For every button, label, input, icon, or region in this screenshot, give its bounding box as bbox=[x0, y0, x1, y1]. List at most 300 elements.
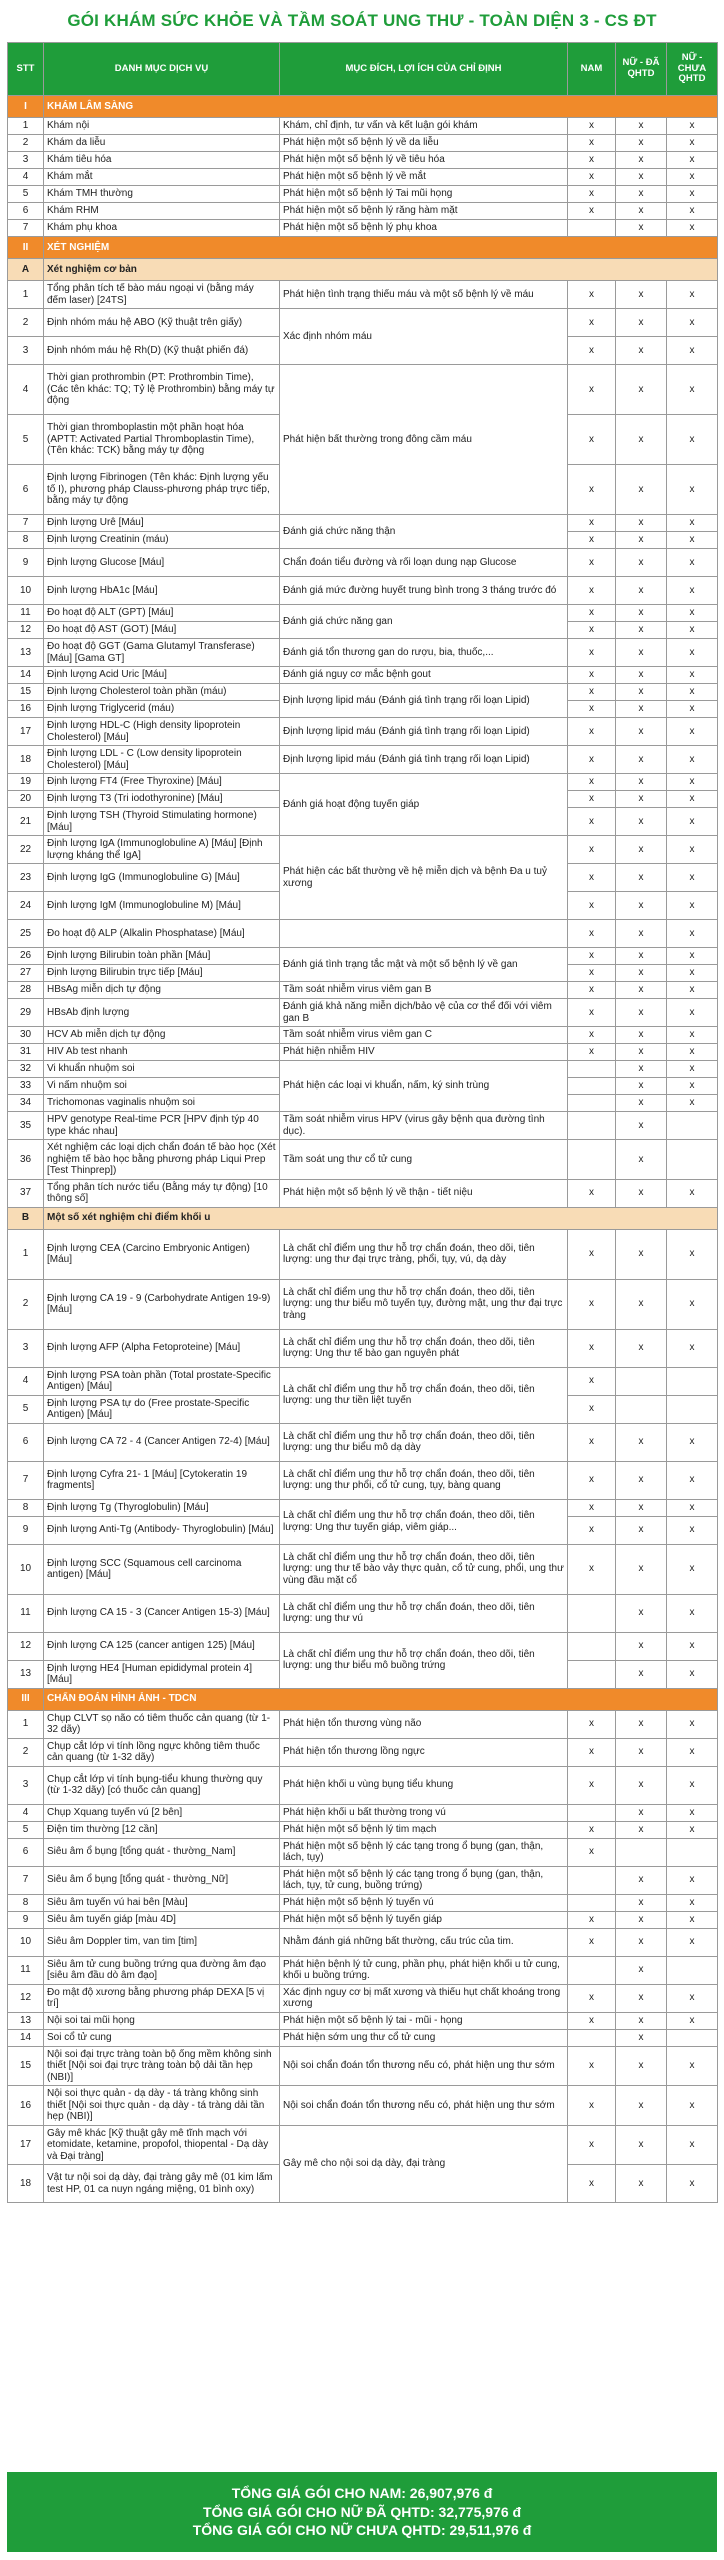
table-row bbox=[8, 605, 718, 622]
table-row bbox=[8, 836, 718, 864]
service-name: Định lượng Creatinin (máu) bbox=[44, 532, 280, 549]
mark-female-married bbox=[616, 1838, 667, 1866]
mark-female-married: x bbox=[616, 2125, 667, 2165]
mark-female-single: x bbox=[667, 1423, 718, 1461]
mark-female-single: x bbox=[667, 1544, 718, 1594]
mark-female-single: x bbox=[667, 1461, 718, 1499]
mark-female-single: x bbox=[667, 1894, 718, 1911]
mark-male: x bbox=[568, 1984, 616, 2012]
mark-female-married: x bbox=[616, 1894, 667, 1911]
service-purpose: Phát hiện một số bệnh lý về da liễu bbox=[280, 135, 568, 152]
table-row bbox=[8, 281, 718, 309]
mark-female-married: x bbox=[616, 667, 667, 684]
mark-male bbox=[568, 1894, 616, 1911]
total-female-married: TỔNG GIÁ GÓI CHO NỮ ĐÃ QHTD: 32,775,976 đ bbox=[202, 2503, 522, 2520]
table-row bbox=[8, 639, 718, 667]
service-purpose: Phát hiện một số bệnh lý các tạng trong ổ bụng (gan, thận, lách, tụy, tử cung, buồng trứng) bbox=[280, 1866, 568, 1894]
row-number: 9 bbox=[8, 549, 44, 577]
mark-female-single: x bbox=[667, 746, 718, 774]
service-name: Chụp cắt lớp vi tính lồng ngực không tiêm thuốc cản quang (từ 1-32 dãy) bbox=[44, 1738, 280, 1766]
mark-male: x bbox=[568, 1928, 616, 1956]
mark-female-married: x bbox=[616, 1329, 667, 1367]
mark-female-single: x bbox=[667, 1279, 718, 1329]
service-purpose: Phát hiện một số bệnh lý Tai mũi họng bbox=[280, 186, 568, 203]
service-name: Khám phụ khoa bbox=[44, 220, 280, 237]
table-row bbox=[8, 1423, 718, 1461]
service-name: Thời gian prothrombin (PT: Prothrombin Time), (Các tên khác: TQ; Tỷ lệ Prothrombin) bằng máy tự động bbox=[44, 365, 280, 415]
mark-female-single: x bbox=[667, 836, 718, 864]
service-purpose: Phát hiện một số bệnh lý tuyến giáp bbox=[280, 1911, 568, 1928]
service-name: Thời gian thromboplastin một phần hoạt hóa (APTT: Activated Partial Thromboplastin Time), (Tên khác: TCK) bằng máy tự động bbox=[44, 415, 280, 465]
service-name: Khám tiêu hóa bbox=[44, 152, 280, 169]
row-number: 12 bbox=[8, 1632, 44, 1660]
mark-female-married: x bbox=[616, 999, 667, 1027]
service-name: Định lượng Cholesterol toàn phần (máu) bbox=[44, 684, 280, 701]
mark-male: x bbox=[568, 577, 616, 605]
mark-female-single: x bbox=[667, 1594, 718, 1632]
service-name: Định lượng CEA (Carcino Embryonic Antigen) [Máu] bbox=[44, 1229, 280, 1279]
service-name: Định lượng Anti-Tg (Antibody- Thyroglobulin) [Máu] bbox=[44, 1516, 280, 1544]
table-row bbox=[8, 1461, 718, 1499]
mark-female-single: x bbox=[667, 920, 718, 948]
mark-female-single: x bbox=[667, 667, 718, 684]
service-name: Định lượng T3 (Tri iodothyronine) [Máu] bbox=[44, 791, 280, 808]
service-name: Siêu âm tuyến giáp [màu 4D] bbox=[44, 1911, 280, 1928]
mark-female-single: x bbox=[667, 549, 718, 577]
table-row bbox=[8, 152, 718, 169]
service-purpose: Phát hiện tổn thương vùng não bbox=[280, 1710, 568, 1738]
mark-male: x bbox=[568, 1710, 616, 1738]
row-number: 7 bbox=[8, 220, 44, 237]
mark-male: x bbox=[568, 746, 616, 774]
service-name: Nội soi tai mũi họng bbox=[44, 2012, 280, 2029]
mark-female-married: x bbox=[616, 203, 667, 220]
mark-female-single: x bbox=[667, 1179, 718, 1207]
mark-female-single: x bbox=[667, 965, 718, 982]
service-purpose: Xác định nhóm máu bbox=[280, 309, 568, 365]
table-row bbox=[8, 1766, 718, 1804]
mark-female-married: x bbox=[616, 1660, 667, 1688]
section-label: Một số xét nghiệm chỉ điểm khối u bbox=[44, 1207, 718, 1229]
mark-female-single bbox=[667, 1395, 718, 1423]
mark-male: x bbox=[568, 892, 616, 920]
mark-female-married: x bbox=[616, 1140, 667, 1180]
service-name: Định nhóm máu hệ ABO (Kỹ thuật trên giấy) bbox=[44, 309, 280, 337]
service-purpose: Đánh giá khả năng miễn dịch/bảo vệ của cơ thể đối với viêm gan B bbox=[280, 999, 568, 1027]
mark-female-single: x bbox=[667, 532, 718, 549]
service-name: Định lượng CA 15 - 3 (Cancer Antigen 15-3) [Máu] bbox=[44, 1594, 280, 1632]
mark-female-single: x bbox=[667, 1516, 718, 1544]
row-number: 5 bbox=[8, 1395, 44, 1423]
mark-female-married: x bbox=[616, 892, 667, 920]
service-purpose: Phát hiện một số bệnh lý về mắt bbox=[280, 169, 568, 186]
service-purpose: Chẩn đoán tiểu đường và rối loạn dung nạp Glucose bbox=[280, 549, 568, 577]
row-number: 28 bbox=[8, 982, 44, 999]
service-name: Vật tư nội soi dạ dày, đại tràng gây mê (01 kim lấm test HP, 01 ca nuyn ngáng miệng, 01 bình oxy) bbox=[44, 2165, 280, 2203]
subsection-header-row bbox=[8, 1207, 718, 1229]
service-name: HPV genotype Real-time PCR [HPV định týp 40 type khác nhau] bbox=[44, 1112, 280, 1140]
mark-male: x bbox=[568, 281, 616, 309]
table-row bbox=[8, 999, 718, 1027]
service-name: Đo mật độ xương bằng phương pháp DEXA [5 vị trí] bbox=[44, 1984, 280, 2012]
service-purpose: Phát hiện một số bệnh lý phụ khoa bbox=[280, 220, 568, 237]
row-number: 16 bbox=[8, 701, 44, 718]
row-number: 21 bbox=[8, 808, 44, 836]
mark-female-single: x bbox=[667, 577, 718, 605]
mark-female-single: x bbox=[667, 1027, 718, 1044]
mark-female-single bbox=[667, 2029, 718, 2046]
table-row bbox=[8, 309, 718, 337]
table-row bbox=[8, 2125, 718, 2165]
mark-female-married: x bbox=[616, 1594, 667, 1632]
table-row bbox=[8, 186, 718, 203]
section-header-row bbox=[8, 96, 718, 118]
table-row bbox=[8, 1866, 718, 1894]
service-name: Định lượng Acid Uric [Máu] bbox=[44, 667, 280, 684]
service-purpose: Tầm soát nhiễm virus HPV (virus gây bệnh qua đường tình dục). bbox=[280, 1112, 568, 1140]
mark-female-married bbox=[616, 1395, 667, 1423]
mark-female-single: x bbox=[667, 1710, 718, 1738]
service-name: Định lượng HbA1c [Máu] bbox=[44, 577, 280, 605]
row-number: 33 bbox=[8, 1078, 44, 1095]
service-purpose: Là chất chỉ điểm ung thư hỗ trợ chẩn đoán, theo dõi, tiên lượng: ung thư phổi, cổ tử cung, tụy, bàng quang bbox=[280, 1461, 568, 1499]
mark-female-single: x bbox=[667, 948, 718, 965]
row-number: 5 bbox=[8, 186, 44, 203]
service-name: Khám da liễu bbox=[44, 135, 280, 152]
row-number: 4 bbox=[8, 365, 44, 415]
service-name: Chụp Xquang tuyến vú [2 bên] bbox=[44, 1804, 280, 1821]
row-number: 6 bbox=[8, 1838, 44, 1866]
mark-female-single: x bbox=[667, 220, 718, 237]
section-number: I bbox=[8, 96, 44, 118]
row-number: 25 bbox=[8, 920, 44, 948]
mark-male: x bbox=[568, 948, 616, 965]
mark-female-married: x bbox=[616, 718, 667, 746]
table-row bbox=[8, 1894, 718, 1911]
mark-male: x bbox=[568, 1027, 616, 1044]
row-number: 15 bbox=[8, 2046, 44, 2086]
row-number: 10 bbox=[8, 1928, 44, 1956]
service-purpose: Phát hiện một số bệnh lý tai - mũi - họng bbox=[280, 2012, 568, 2029]
mark-female-married: x bbox=[616, 365, 667, 415]
service-name: HCV Ab miễn dịch tự động bbox=[44, 1027, 280, 1044]
table-row bbox=[8, 1632, 718, 1660]
section-number: B bbox=[8, 1207, 44, 1229]
service-purpose: Phát hiện một số bệnh lý về thận - tiết niệu bbox=[280, 1179, 568, 1207]
mark-male: x bbox=[568, 2012, 616, 2029]
table-row bbox=[8, 1544, 718, 1594]
service-name: Siêu âm Doppler tim, van tim [tim] bbox=[44, 1928, 280, 1956]
service-purpose: Là chất chỉ điểm ung thư hỗ trợ chẩn đoán, theo dõi, tiên lượng: ung thư tiền liệt tuyến bbox=[280, 1367, 568, 1423]
row-number: 4 bbox=[8, 1367, 44, 1395]
mark-male bbox=[568, 1095, 616, 1112]
section-number: III bbox=[8, 1688, 44, 1710]
row-number: 1 bbox=[8, 1710, 44, 1738]
mark-female-married: x bbox=[616, 1499, 667, 1516]
mark-male: x bbox=[568, 1395, 616, 1423]
table-row bbox=[8, 2012, 718, 2029]
service-name: Soi cổ tử cung bbox=[44, 2029, 280, 2046]
service-purpose: Phát hiện các bất thường về hệ miễn dịch và bệnh Đa u tuỷ xương bbox=[280, 836, 568, 920]
service-name: Trichomonas vaginalis nhuộm soi bbox=[44, 1095, 280, 1112]
mark-male: x bbox=[568, 774, 616, 791]
row-number: 7 bbox=[8, 1461, 44, 1499]
service-purpose: Phát hiện khối u bất thường trong vú bbox=[280, 1804, 568, 1821]
row-number: 11 bbox=[8, 1956, 44, 1984]
table-row bbox=[8, 1838, 718, 1866]
table-row bbox=[8, 920, 718, 948]
row-number: 3 bbox=[8, 1329, 44, 1367]
service-name: Nội soi đại trực tràng toàn bộ ống mềm không sinh thiết [Nội soi đại trực tràng toàn bộ dải tần hẹp (NBI)] bbox=[44, 2046, 280, 2086]
mark-female-married: x bbox=[616, 1112, 667, 1140]
section-number: II bbox=[8, 237, 44, 259]
mark-female-married: x bbox=[616, 281, 667, 309]
mark-male: x bbox=[568, 1329, 616, 1367]
service-purpose: Đánh giá tổn thương gan do rượu, bia, thuốc,... bbox=[280, 639, 568, 667]
mark-male: x bbox=[568, 186, 616, 203]
mark-female-single: x bbox=[667, 1044, 718, 1061]
row-number: 18 bbox=[8, 2165, 44, 2203]
service-name: Định lượng CA 72 - 4 (Cancer Antigen 72-4) [Máu] bbox=[44, 1423, 280, 1461]
service-purpose: Khám, chỉ định, tư vấn và kết luận gói khám bbox=[280, 118, 568, 135]
row-number: 6 bbox=[8, 1423, 44, 1461]
service-name: Nội soi thực quản - dạ dày - tá tràng không sinh thiết [Nội soi thực quản - dạ dày - tá tràng dải tần hẹp (NBI)] bbox=[44, 2086, 280, 2126]
mark-female-married: x bbox=[616, 152, 667, 169]
mark-male: x bbox=[568, 415, 616, 465]
mark-male: x bbox=[568, 864, 616, 892]
service-purpose: Xác định nguy cơ bị mất xương và thiếu hụt chất khoáng trong xương bbox=[280, 1984, 568, 2012]
mark-female-single: x bbox=[667, 718, 718, 746]
mark-female-single: x bbox=[667, 808, 718, 836]
table-row bbox=[8, 718, 718, 746]
mark-female-single: x bbox=[667, 1804, 718, 1821]
service-name: HIV Ab test nhanh bbox=[44, 1044, 280, 1061]
service-name: Định lượng Urê [Máu] bbox=[44, 515, 280, 532]
mark-male: x bbox=[568, 622, 616, 639]
mark-male: x bbox=[568, 1766, 616, 1804]
service-name: Vi nấm nhuộm soi bbox=[44, 1078, 280, 1095]
row-number: 23 bbox=[8, 864, 44, 892]
mark-male: x bbox=[568, 135, 616, 152]
mark-male: x bbox=[568, 118, 616, 135]
mark-male: x bbox=[568, 982, 616, 999]
service-purpose bbox=[280, 920, 568, 948]
row-number: 22 bbox=[8, 836, 44, 864]
mark-female-married: x bbox=[616, 1095, 667, 1112]
row-number: 3 bbox=[8, 1766, 44, 1804]
table-row bbox=[8, 1027, 718, 1044]
mark-female-single: x bbox=[667, 999, 718, 1027]
mark-male: x bbox=[568, 1821, 616, 1838]
mark-male: x bbox=[568, 515, 616, 532]
row-number: 5 bbox=[8, 1821, 44, 1838]
mark-female-single: x bbox=[667, 1078, 718, 1095]
service-name: Đo hoạt độ ALP (Alkalin Phosphatase) [Máu] bbox=[44, 920, 280, 948]
mark-female-married: x bbox=[616, 549, 667, 577]
service-purpose: Phát hiện sớm ung thư cổ tử cung bbox=[280, 2029, 568, 2046]
mark-male: x bbox=[568, 2165, 616, 2203]
mark-female-married: x bbox=[616, 920, 667, 948]
mark-female-married: x bbox=[616, 1710, 667, 1738]
mark-female-single: x bbox=[667, 1095, 718, 1112]
service-table bbox=[7, 42, 718, 2203]
row-number: 34 bbox=[8, 1095, 44, 1112]
mark-female-married: x bbox=[616, 2046, 667, 2086]
mark-female-single: x bbox=[667, 982, 718, 999]
mark-female-single: x bbox=[667, 605, 718, 622]
mark-female-married: x bbox=[616, 1061, 667, 1078]
mark-female-single: x bbox=[667, 791, 718, 808]
mark-male: x bbox=[568, 920, 616, 948]
service-name: Định nhóm máu hệ Rh(D) (Kỹ thuật phiến đá) bbox=[44, 337, 280, 365]
mark-female-single: x bbox=[667, 1329, 718, 1367]
service-name: Khám mắt bbox=[44, 169, 280, 186]
service-purpose: Đánh giá chức năng thận bbox=[280, 515, 568, 549]
mark-female-single bbox=[667, 1112, 718, 1140]
row-number: 37 bbox=[8, 1179, 44, 1207]
table-row bbox=[8, 774, 718, 791]
service-purpose: Phát hiện khối u vùng bụng tiểu khung bbox=[280, 1766, 568, 1804]
mark-female-single: x bbox=[667, 864, 718, 892]
service-purpose: Là chất chỉ điểm ung thư hỗ trợ chẩn đoán, theo dõi, tiên lượng: ung thư biểu mô buồng trứng bbox=[280, 1632, 568, 1688]
mark-female-single: x bbox=[667, 1821, 718, 1838]
table-row bbox=[8, 515, 718, 532]
table-row bbox=[8, 549, 718, 577]
table-row bbox=[8, 577, 718, 605]
mark-female-single bbox=[667, 1956, 718, 1984]
col-header-purpose: MỤC ĐÍCH, LỢI ÍCH CỦA CHỈ ĐỊNH bbox=[280, 43, 568, 96]
mark-female-married: x bbox=[616, 1423, 667, 1461]
mark-female-single: x bbox=[667, 1061, 718, 1078]
service-name: Định lượng PSA tự do (Free prostate-Specific Antigen) [Máu] bbox=[44, 1395, 280, 1423]
total-female-single: TỔNG GIÁ GÓI CHO NỮ CHƯA QHTD: 29,511,976 đ bbox=[192, 2522, 532, 2539]
mark-female-married: x bbox=[616, 577, 667, 605]
table-row bbox=[8, 1738, 718, 1766]
mark-female-single: x bbox=[667, 309, 718, 337]
service-purpose: Là chất chỉ điểm ung thư hỗ trợ chẩn đoán, theo dõi, tiên lượng: ung thư đại trực tràng, phổi, tụy, vú, dạ dày bbox=[280, 1229, 568, 1279]
service-name: Chụp cắt lớp vi tính bụng-tiểu khung thường quy (từ 1-32 dãy) [có thuốc cản quang] bbox=[44, 1766, 280, 1804]
service-purpose: Là chất chỉ điểm ung thư hỗ trợ chẩn đoán, theo dõi, tiên lượng: Ung thư tế bào gan nguyên phát bbox=[280, 1329, 568, 1367]
table-row bbox=[8, 220, 718, 237]
mark-female-married: x bbox=[616, 337, 667, 365]
service-purpose: Đánh giá mức đường huyết trung bình trong 3 tháng trước đó bbox=[280, 577, 568, 605]
section-header-row bbox=[8, 1688, 718, 1710]
table-row bbox=[8, 1229, 718, 1279]
page-title: GÓI KHÁM SỨC KHỎE VÀ TẦM SOÁT UNG THƯ - TOÀN DIỆN 3 - CS ĐT bbox=[67, 11, 657, 30]
row-number: 4 bbox=[8, 1804, 44, 1821]
mark-male: x bbox=[568, 1044, 616, 1061]
col-header-female-married: NỮ - ĐÃ QHTD bbox=[616, 43, 667, 96]
table-row bbox=[8, 1367, 718, 1395]
table-row bbox=[8, 365, 718, 415]
mark-female-single: x bbox=[667, 415, 718, 465]
row-number: 24 bbox=[8, 892, 44, 920]
row-number: 17 bbox=[8, 718, 44, 746]
mark-female-single: x bbox=[667, 684, 718, 701]
mark-male: x bbox=[568, 2046, 616, 2086]
table-row bbox=[8, 1821, 718, 1838]
mark-female-single: x bbox=[667, 365, 718, 415]
mark-female-single: x bbox=[667, 152, 718, 169]
table-row bbox=[8, 135, 718, 152]
row-number: 9 bbox=[8, 1911, 44, 1928]
service-name: Định lượng Cyfra 21- 1 [Máu] [Cytokeratin 19 fragments] bbox=[44, 1461, 280, 1499]
mark-female-married: x bbox=[616, 982, 667, 999]
service-name: Khám nội bbox=[44, 118, 280, 135]
row-number: 1 bbox=[8, 281, 44, 309]
mark-male: x bbox=[568, 605, 616, 622]
service-name: Siêu âm tử cung buồng trứng qua đường âm đạo [siêu âm đầu dò âm đạo] bbox=[44, 1956, 280, 1984]
mark-male: x bbox=[568, 1911, 616, 1928]
mark-female-married: x bbox=[616, 1279, 667, 1329]
row-number: 26 bbox=[8, 948, 44, 965]
mark-female-single: x bbox=[667, 2165, 718, 2203]
mark-male bbox=[568, 1804, 616, 1821]
service-purpose: Phát hiện bệnh lý tử cung, phần phụ, phát hiện khối u tử cung, khối u buồng trứng. bbox=[280, 1956, 568, 1984]
table-body bbox=[8, 96, 718, 2203]
mark-male bbox=[568, 1140, 616, 1180]
mark-female-single: x bbox=[667, 774, 718, 791]
service-purpose: Đánh giá chức năng gan bbox=[280, 605, 568, 639]
table-row bbox=[8, 667, 718, 684]
row-number: 27 bbox=[8, 965, 44, 982]
table-row bbox=[8, 1804, 718, 1821]
table-row bbox=[8, 118, 718, 135]
mark-male: x bbox=[568, 169, 616, 186]
mark-female-married: x bbox=[616, 2012, 667, 2029]
service-name: Định lượng IgM (Immunoglobuline M) [Máu] bbox=[44, 892, 280, 920]
service-purpose: Phát hiện nhiễm HIV bbox=[280, 1044, 568, 1061]
mark-female-married: x bbox=[616, 1078, 667, 1095]
mark-female-married: x bbox=[616, 1956, 667, 1984]
table-row bbox=[8, 1499, 718, 1516]
service-purpose: Nội soi chẩn đoán tổn thương nếu có, phát hiện ung thư sớm bbox=[280, 2046, 568, 2086]
service-purpose: Phát hiện một số bệnh lý tuyến vú bbox=[280, 1894, 568, 1911]
row-number: 12 bbox=[8, 622, 44, 639]
mark-female-married: x bbox=[616, 1027, 667, 1044]
row-number: 6 bbox=[8, 465, 44, 515]
service-purpose: Gây mê cho nội soi dạ dày, đại tràng bbox=[280, 2125, 568, 2203]
row-number: 1 bbox=[8, 118, 44, 135]
mark-female-married: x bbox=[616, 169, 667, 186]
service-name: Định lượng AFP (Alpha Fetoproteine) [Máu] bbox=[44, 1329, 280, 1367]
section-label: XÉT NGHIỆM bbox=[44, 237, 718, 259]
mark-female-married: x bbox=[616, 1632, 667, 1660]
mark-female-single: x bbox=[667, 186, 718, 203]
mark-male bbox=[568, 2029, 616, 2046]
mark-male: x bbox=[568, 808, 616, 836]
mark-female-single: x bbox=[667, 892, 718, 920]
mark-female-single: x bbox=[667, 1928, 718, 1956]
service-purpose: Là chất chỉ điểm ung thư hỗ trợ chẩn đoán, theo dõi, tiên lượng: ung thư vú bbox=[280, 1594, 568, 1632]
service-name: Định lượng Tg (Thyroglobulin) [Máu] bbox=[44, 1499, 280, 1516]
row-number: 5 bbox=[8, 415, 44, 465]
mark-female-single: x bbox=[667, 281, 718, 309]
mark-female-single: x bbox=[667, 1766, 718, 1804]
row-number: 30 bbox=[8, 1027, 44, 1044]
row-number: 6 bbox=[8, 203, 44, 220]
mark-male: x bbox=[568, 791, 616, 808]
service-name: Định lượng CA 125 (cancer antigen 125) [Máu] bbox=[44, 1632, 280, 1660]
row-number: 2 bbox=[8, 135, 44, 152]
mark-male bbox=[568, 1594, 616, 1632]
table-row bbox=[8, 1956, 718, 1984]
service-name: Định lượng Glucose [Máu] bbox=[44, 549, 280, 577]
mark-female-married: x bbox=[616, 774, 667, 791]
row-number: 35 bbox=[8, 1112, 44, 1140]
mark-female-married: x bbox=[616, 639, 667, 667]
mark-male bbox=[568, 220, 616, 237]
